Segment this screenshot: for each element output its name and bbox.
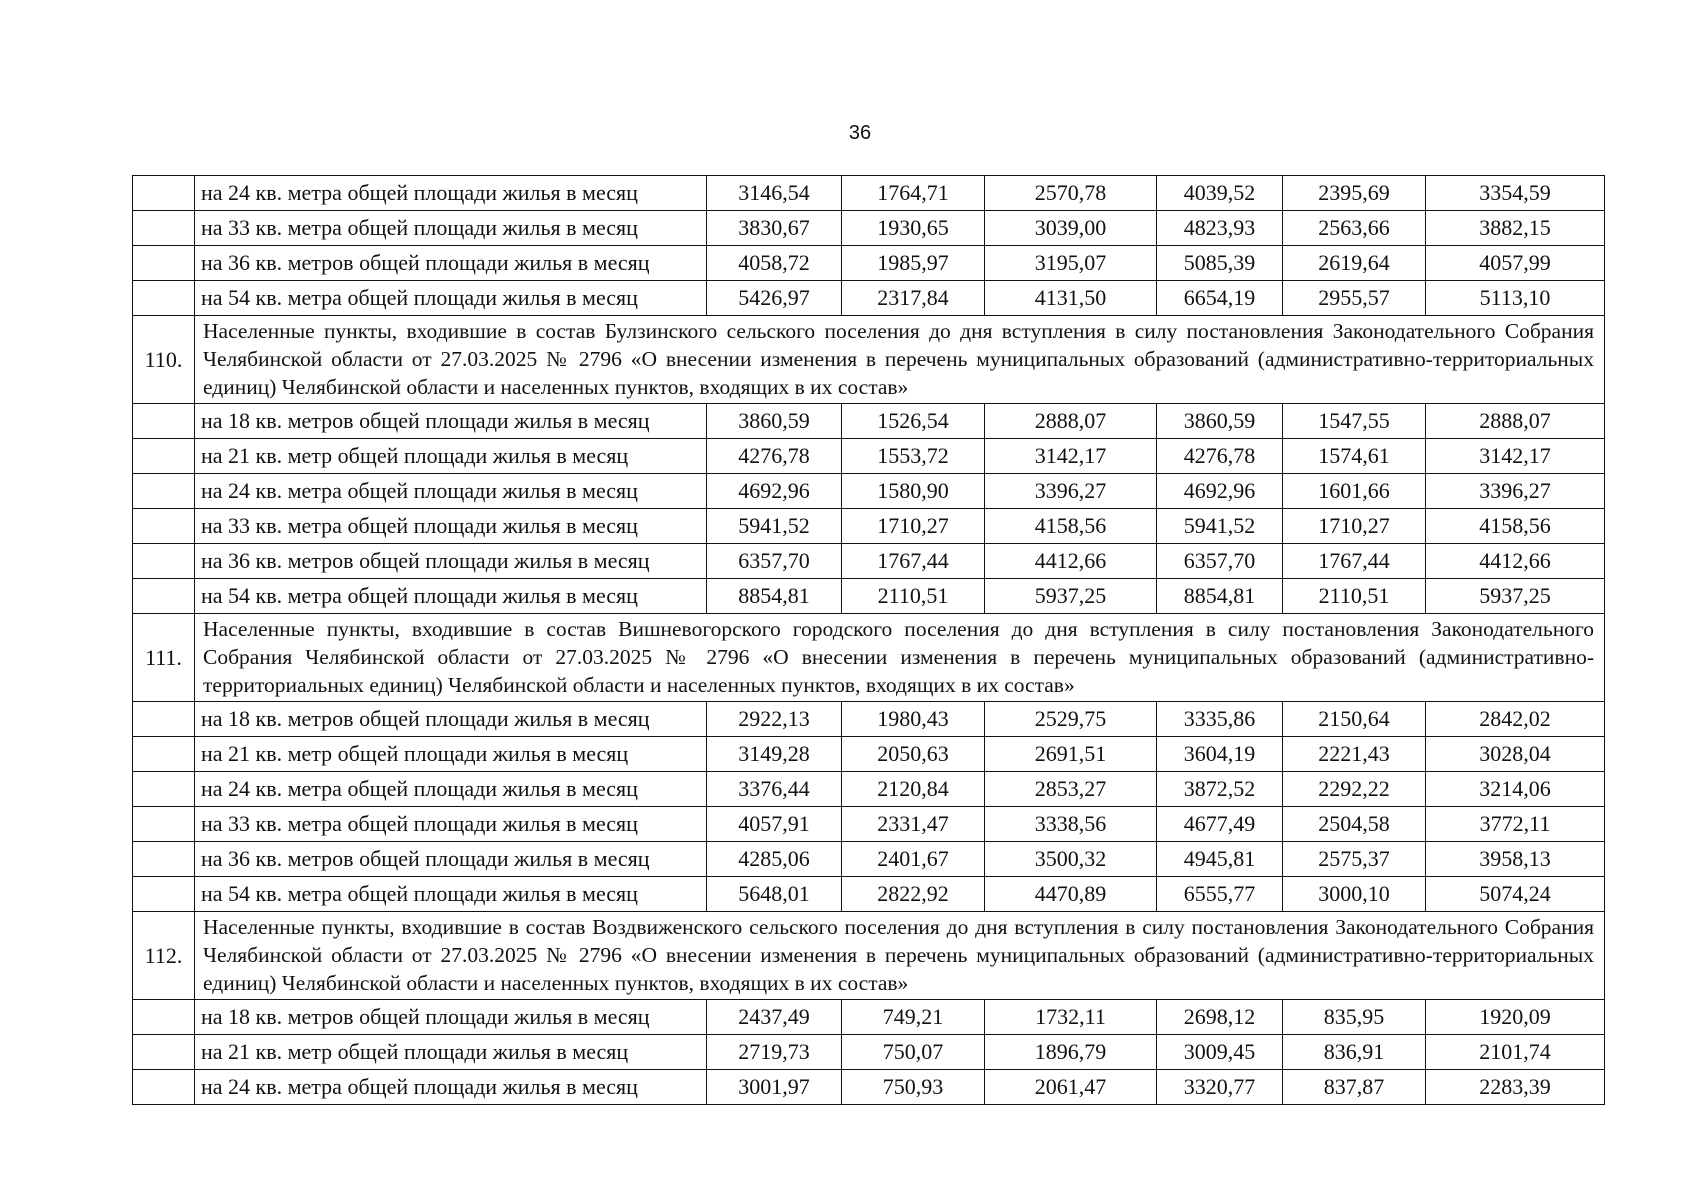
value-cell: 3001,97 [707, 1070, 842, 1105]
value-cell: 1710,27 [1283, 509, 1426, 544]
table-row [133, 211, 1605, 246]
value-cell: 2401,67 [842, 842, 985, 877]
value-cell: 4692,96 [707, 474, 842, 509]
section-number: 110. [133, 316, 195, 404]
value-cell: 3396,27 [985, 474, 1157, 509]
row-label: на 33 кв. метра общей площади жилья в месяц [195, 807, 707, 842]
row-label: на 24 кв. метра общей площади жилья в месяц [195, 1070, 707, 1105]
value-cell: 5113,10 [1426, 281, 1605, 316]
value-cell: 2061,47 [985, 1070, 1157, 1105]
row-number-cell [133, 176, 195, 211]
value-cell: 3146,54 [707, 176, 842, 211]
value-cell: 4412,66 [985, 544, 1157, 579]
value-cell: 6654,19 [1157, 281, 1283, 316]
value-cell: 2331,47 [842, 807, 985, 842]
value-cell: 3376,44 [707, 772, 842, 807]
value-cell: 3830,67 [707, 211, 842, 246]
value-cell: 2563,66 [1283, 211, 1426, 246]
row-label: на 33 кв. метра общей площади жилья в месяц [195, 509, 707, 544]
value-cell: 2691,51 [985, 737, 1157, 772]
value-cell: 2120,84 [842, 772, 985, 807]
row-number-cell [133, 1070, 195, 1105]
value-cell: 1767,44 [1283, 544, 1426, 579]
tariff-table [132, 175, 1605, 1105]
row-number-cell [133, 702, 195, 737]
tariff-table-body [133, 176, 1605, 1105]
value-cell: 1580,90 [842, 474, 985, 509]
value-cell: 8854,81 [707, 579, 842, 614]
section-number: 111. [133, 614, 195, 702]
page-number: 36 [848, 122, 872, 144]
row-label: на 21 кв. метр общей площади жилья в месяц [195, 439, 707, 474]
row-label: на 18 кв. метров общей площади жилья в месяц [195, 702, 707, 737]
row-label: на 24 кв. метра общей площади жилья в месяц [195, 772, 707, 807]
value-cell: 3009,45 [1157, 1035, 1283, 1070]
value-cell: 3872,52 [1157, 772, 1283, 807]
value-cell: 2719,73 [707, 1035, 842, 1070]
section-title: Населенные пункты, входившие в состав Вишневогорского городского поселения до дня вступления в силу постановления Законодательного Собрания Челябинской области от 27.03.2025 № 2796 «О внесении изменения в перечень муниципальных образований (административно-территориальных единиц) Челябинской области и населенных пунктов, входящих в их состав» [195, 614, 1605, 702]
table-row [133, 737, 1605, 772]
section-header-row [133, 912, 1605, 1000]
table-row [133, 404, 1605, 439]
value-cell: 2822,92 [842, 877, 985, 912]
table-row [133, 474, 1605, 509]
value-cell: 4692,96 [1157, 474, 1283, 509]
value-cell: 836,91 [1283, 1035, 1426, 1070]
value-cell: 750,07 [842, 1035, 985, 1070]
value-cell: 3000,10 [1283, 877, 1426, 912]
value-cell: 2922,13 [707, 702, 842, 737]
value-cell: 4158,56 [985, 509, 1157, 544]
value-cell: 4677,49 [1157, 807, 1283, 842]
row-label: на 24 кв. метра общей площади жилья в месяц [195, 176, 707, 211]
value-cell: 2570,78 [985, 176, 1157, 211]
value-cell: 4058,72 [707, 246, 842, 281]
value-cell: 4276,78 [1157, 439, 1283, 474]
value-cell: 1930,65 [842, 211, 985, 246]
row-number-cell [133, 807, 195, 842]
value-cell: 1553,72 [842, 439, 985, 474]
row-number-cell [133, 439, 195, 474]
value-cell: 2888,07 [985, 404, 1157, 439]
section-number: 112. [133, 912, 195, 1000]
value-cell: 2437,49 [707, 1000, 842, 1035]
value-cell: 5426,97 [707, 281, 842, 316]
value-cell: 3039,00 [985, 211, 1157, 246]
table-row [133, 579, 1605, 614]
table-row [133, 1070, 1605, 1105]
value-cell: 3028,04 [1426, 737, 1605, 772]
value-cell: 4057,91 [707, 807, 842, 842]
section-title: Населенные пункты, входившие в состав Булзинского сельского поселения до дня вступления в силу постановления Законодательного Собрания Челябинской области от 27.03.2025 № 2796 «О внесении изменения в перечень муниципальных образований (административно-территориальных единиц) Челябинской области и населенных пунктов, входящих в их состав» [195, 316, 1605, 404]
value-cell: 1526,54 [842, 404, 985, 439]
table-row [133, 842, 1605, 877]
value-cell: 2698,12 [1157, 1000, 1283, 1035]
value-cell: 3772,11 [1426, 807, 1605, 842]
value-cell: 4276,78 [707, 439, 842, 474]
value-cell: 4285,06 [707, 842, 842, 877]
row-number-cell [133, 544, 195, 579]
row-number-cell [133, 211, 195, 246]
value-cell: 2292,22 [1283, 772, 1426, 807]
row-label: на 54 кв. метра общей площади жилья в месяц [195, 281, 707, 316]
value-cell: 5941,52 [707, 509, 842, 544]
row-number-cell [133, 474, 195, 509]
section-header-row [133, 316, 1605, 404]
value-cell: 2283,39 [1426, 1070, 1605, 1105]
value-cell: 2955,57 [1283, 281, 1426, 316]
value-cell: 3142,17 [1426, 439, 1605, 474]
row-number-cell [133, 509, 195, 544]
table-row [133, 1035, 1605, 1070]
value-cell: 3500,32 [985, 842, 1157, 877]
value-cell: 1920,09 [1426, 1000, 1605, 1035]
value-cell: 4158,56 [1426, 509, 1605, 544]
table-row [133, 544, 1605, 579]
table-row [133, 877, 1605, 912]
row-label: на 21 кв. метр общей площади жилья в месяц [195, 737, 707, 772]
value-cell: 1980,43 [842, 702, 985, 737]
value-cell: 5648,01 [707, 877, 842, 912]
row-number-cell [133, 737, 195, 772]
value-cell: 1764,71 [842, 176, 985, 211]
value-cell: 3338,56 [985, 807, 1157, 842]
value-cell: 2395,69 [1283, 176, 1426, 211]
row-label: на 24 кв. метра общей площади жилья в месяц [195, 474, 707, 509]
row-number-cell [133, 404, 195, 439]
row-number-cell [133, 877, 195, 912]
value-cell: 5941,52 [1157, 509, 1283, 544]
row-label: на 54 кв. метра общей площади жилья в месяц [195, 877, 707, 912]
table-row [133, 509, 1605, 544]
value-cell: 3958,13 [1426, 842, 1605, 877]
value-cell: 1732,11 [985, 1000, 1157, 1035]
row-label: на 33 кв. метра общей площади жилья в месяц [195, 211, 707, 246]
table-row [133, 1000, 1605, 1035]
value-cell: 835,95 [1283, 1000, 1426, 1035]
value-cell: 4039,52 [1157, 176, 1283, 211]
value-cell: 2221,43 [1283, 737, 1426, 772]
value-cell: 2575,37 [1283, 842, 1426, 877]
value-cell: 2110,51 [842, 579, 985, 614]
value-cell: 3604,19 [1157, 737, 1283, 772]
value-cell: 3396,27 [1426, 474, 1605, 509]
row-label: на 18 кв. метров общей площади жилья в месяц [195, 1000, 707, 1035]
row-number-cell [133, 772, 195, 807]
row-number-cell [133, 579, 195, 614]
value-cell: 2853,27 [985, 772, 1157, 807]
value-cell: 750,93 [842, 1070, 985, 1105]
table-row [133, 439, 1605, 474]
value-cell: 2529,75 [985, 702, 1157, 737]
value-cell: 3142,17 [985, 439, 1157, 474]
row-number-cell [133, 842, 195, 877]
row-label: на 36 кв. метров общей площади жилья в месяц [195, 246, 707, 281]
value-cell: 3195,07 [985, 246, 1157, 281]
value-cell: 2888,07 [1426, 404, 1605, 439]
value-cell: 2504,58 [1283, 807, 1426, 842]
value-cell: 2110,51 [1283, 579, 1426, 614]
value-cell: 3149,28 [707, 737, 842, 772]
value-cell: 1601,66 [1283, 474, 1426, 509]
value-cell: 8854,81 [1157, 579, 1283, 614]
row-label: на 21 кв. метр общей площади жилья в месяц [195, 1035, 707, 1070]
value-cell: 6555,77 [1157, 877, 1283, 912]
value-cell: 4412,66 [1426, 544, 1605, 579]
value-cell: 749,21 [842, 1000, 985, 1035]
value-cell: 837,87 [1283, 1070, 1426, 1105]
row-label: на 36 кв. метров общей площади жилья в месяц [195, 544, 707, 579]
value-cell: 4945,81 [1157, 842, 1283, 877]
row-number-cell [133, 281, 195, 316]
value-cell: 2619,64 [1283, 246, 1426, 281]
row-number-cell [133, 246, 195, 281]
value-cell: 5085,39 [1157, 246, 1283, 281]
value-cell: 1574,61 [1283, 439, 1426, 474]
value-cell: 3354,59 [1426, 176, 1605, 211]
row-label: на 18 кв. метров общей площади жилья в месяц [195, 404, 707, 439]
section-header-row [133, 614, 1605, 702]
value-cell: 4823,93 [1157, 211, 1283, 246]
value-cell: 3860,59 [707, 404, 842, 439]
value-cell: 1985,97 [842, 246, 985, 281]
section-title: Населенные пункты, входившие в состав Воздвиженского сельского поселения до дня вступления в силу постановления Законодательного Собрания Челябинской области от 27.03.2025 № 2796 «О внесении изменения в перечень муниципальных образований (административно-территориальных единиц) Челябинской области и населенных пунктов, входящих в их состав» [195, 912, 1605, 1000]
row-label: на 36 кв. метров общей площади жилья в месяц [195, 842, 707, 877]
value-cell: 1767,44 [842, 544, 985, 579]
value-cell: 2842,02 [1426, 702, 1605, 737]
value-cell: 4057,99 [1426, 246, 1605, 281]
value-cell: 5074,24 [1426, 877, 1605, 912]
table-row [133, 702, 1605, 737]
table-row [133, 281, 1605, 316]
value-cell: 6357,70 [707, 544, 842, 579]
table-row [133, 176, 1605, 211]
value-cell: 4131,50 [985, 281, 1157, 316]
value-cell: 3320,77 [1157, 1070, 1283, 1105]
value-cell: 2317,84 [842, 281, 985, 316]
value-cell: 5937,25 [985, 579, 1157, 614]
row-number-cell [133, 1035, 195, 1070]
table-row [133, 772, 1605, 807]
value-cell: 2101,74 [1426, 1035, 1605, 1070]
table-row [133, 807, 1605, 842]
value-cell: 1710,27 [842, 509, 985, 544]
value-cell: 3860,59 [1157, 404, 1283, 439]
value-cell: 2150,64 [1283, 702, 1426, 737]
value-cell: 1547,55 [1283, 404, 1426, 439]
row-number-cell [133, 1000, 195, 1035]
value-cell: 5937,25 [1426, 579, 1605, 614]
table-row [133, 246, 1605, 281]
value-cell: 4470,89 [985, 877, 1157, 912]
value-cell: 6357,70 [1157, 544, 1283, 579]
value-cell: 1896,79 [985, 1035, 1157, 1070]
value-cell: 3335,86 [1157, 702, 1283, 737]
value-cell: 2050,63 [842, 737, 985, 772]
value-cell: 3882,15 [1426, 211, 1605, 246]
value-cell: 3214,06 [1426, 772, 1605, 807]
row-label: на 54 кв. метра общей площади жилья в месяц [195, 579, 707, 614]
